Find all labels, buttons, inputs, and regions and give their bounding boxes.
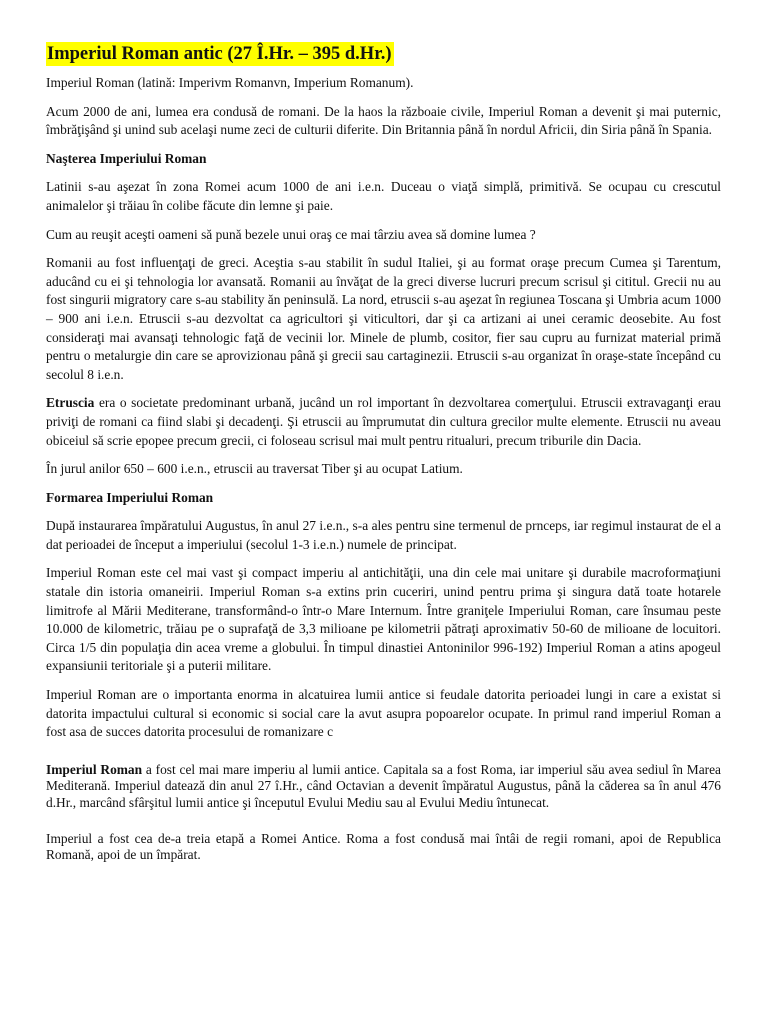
paragraph-10-bold: Imperiul Roman <box>46 761 143 777</box>
title-row <box>46 42 721 68</box>
intro-paragraph: Imperiul Roman (latină: Imperivm Romanvn, Imperium Romanum). <box>46 75 414 90</box>
document-title: Imperiul Roman antic (27 Î.Hr. – 395 d.Hr.) <box>47 44 392 64</box>
paragraph-8: Imperiul Roman este cel mai vast şi compact imperiu al antichităţii, una din cele mai unitare şi durabile macroformaţiuni statale din istoria omaneirii. Imperiul Roman s-a extins prin cuceriri, unind pentru prima şi singura dată toate hotarele limitrofe al Mării Mediterane, transformând-o într-o Mare Internum. Între graniţele Imperiului Roman, care însumau peste 10.000 de kilometric, trăiau pe o suprafaţă de 3,3 milioane pe kilometrii pătraţi aproximativ 50-60 de milioane de locuitori. Circa 1/5 din populaţia din acea vreme a globului. În timpul dinastiei Antoninilor 996-192) Imperiul Roman a atins apogeul expansiunii teritoriale şi a puterii militare. <box>46 565 721 674</box>
paragraph-5-text: era o societate predominant urbană, jucând un rol important în dezvoltarea comerţului. Etruscii extravaganţi erau priviţi de romani ca fiind slabi şi decadenţi. Şi etruscii au împrumutat din cultura grecilor multe elemente. Etruscii nu aveau obiceiul să scrie epopee precum grecii, ci foloseau scrisul mai mult pentru ritualuri, precum triburile din Dacia. <box>46 395 721 448</box>
heading-formation-of-empire: Formarea Imperiului Roman <box>46 489 214 505</box>
paragraph-9: Imperiul Roman are o importanta enorma in alcatuirea lumii antice si feudale datorita perioadei lungi in care a existat si datorita impactului cultural si economic si social care la avut asupra popoarelor ocupate. In primul rand imperiul Roman a fost asa de succes datorita procesului de romanizare c <box>46 687 721 740</box>
paragraph-10 <box>46 762 721 811</box>
paragraph-4: Romanii au fost influenţaţi de greci. Aceştia s-au stabilit în sudul Italiei, şi au format oraşe precum Cumea şi Tarentum, aducând cu ei şi tehnologia lor avansată. Romanii au învăţat de la greci diverse lucruri precum scrisul şi cititul. Grecii nu au fost singurii migratory care s-au stability ăn peninsulă. La nord, etruscii s-au aşezat în regiunea Toscana şi Umbria acum 1000 – 900 ani i.e.n. Etruscii s-au dezvoltat ca agricultori şi viticultori, dar şi ca artizani ai unei ceramic deosebite. Au fost consideraţi mai avansaţi tehnologic faţă de vecinii lor. Minele de plumb, cositor, fier sau cupru au furnizat material primă pentru o metalurgie din care se aprovizionau până şi grecii sau cartaginezii. Etruscii s-au organizat în oraşe-state începând cu secolul 8 i.e.n. <box>46 255 721 382</box>
paragraph-2: Latinii s-au aşezat în zona Romei acum 1000 de ani i.e.n. Duceau o viaţă simplă, primitivă. Se ocupau cu crescutul animalelor şi trăiau în colibe făcute din lemne şi paie. <box>46 179 721 213</box>
paragraph-3: Cum au reuşit aceşti oameni să pună bezele unui oraş ce mai târziu avea să domine lumea ? <box>46 226 536 242</box>
paragraph-5-bold: Etruscia <box>46 395 95 411</box>
heading-birth-of-empire: Naşterea Imperiului Roman <box>46 150 207 166</box>
paragraph-5 <box>46 394 721 450</box>
document-page <box>46 42 721 874</box>
paragraph-7: După instaurarea împăratului Augustus, în anul 27 i.e.n., s-a ales pentru sine termenul de prnceps, iar regimul instaurat de el a dat perioadei de început a imperiului (secolul 1-3 i.e.n.) numele de principat. <box>46 518 721 552</box>
paragraph-1: Acum 2000 de ani, lumea era condusă de romani. De la haos la războaie civile, Imperiul Roman a devenit şi mai puternic, îmbrăţişând şi unind sub acelaşi nume zeci de culturii diferite. Din Britannia până în nordul Africii, din Siria până în Spania. <box>46 103 721 138</box>
paragraph-6: În jurul anilor 650 – 600 i.e.n., etruscii au traversat Tiber şi au ocupat Latium. <box>46 461 463 477</box>
paragraph-11: Imperiul a fost cea de-a treia etapă a Romei Antice. Roma a fost condusă mai întâi de regii romani, apoi de Republica Romană, apoi de un împărat. <box>46 831 721 863</box>
paragraph-10-text: a fost cel mai mare imperiu al lumii antice. Capitala sa a fost Roma, iar imperiul său avea sediul în Marea Mediterană. Imperiul datează din anul 27 î.Hr., când Octavian a devenit împăratul Augustus, până la căderea sa în anul 476 d.Hr., marcând sfârşitul lumii antice şi începutul Evului Mediu sau al Evului Mediu întunecat. <box>46 761 721 810</box>
